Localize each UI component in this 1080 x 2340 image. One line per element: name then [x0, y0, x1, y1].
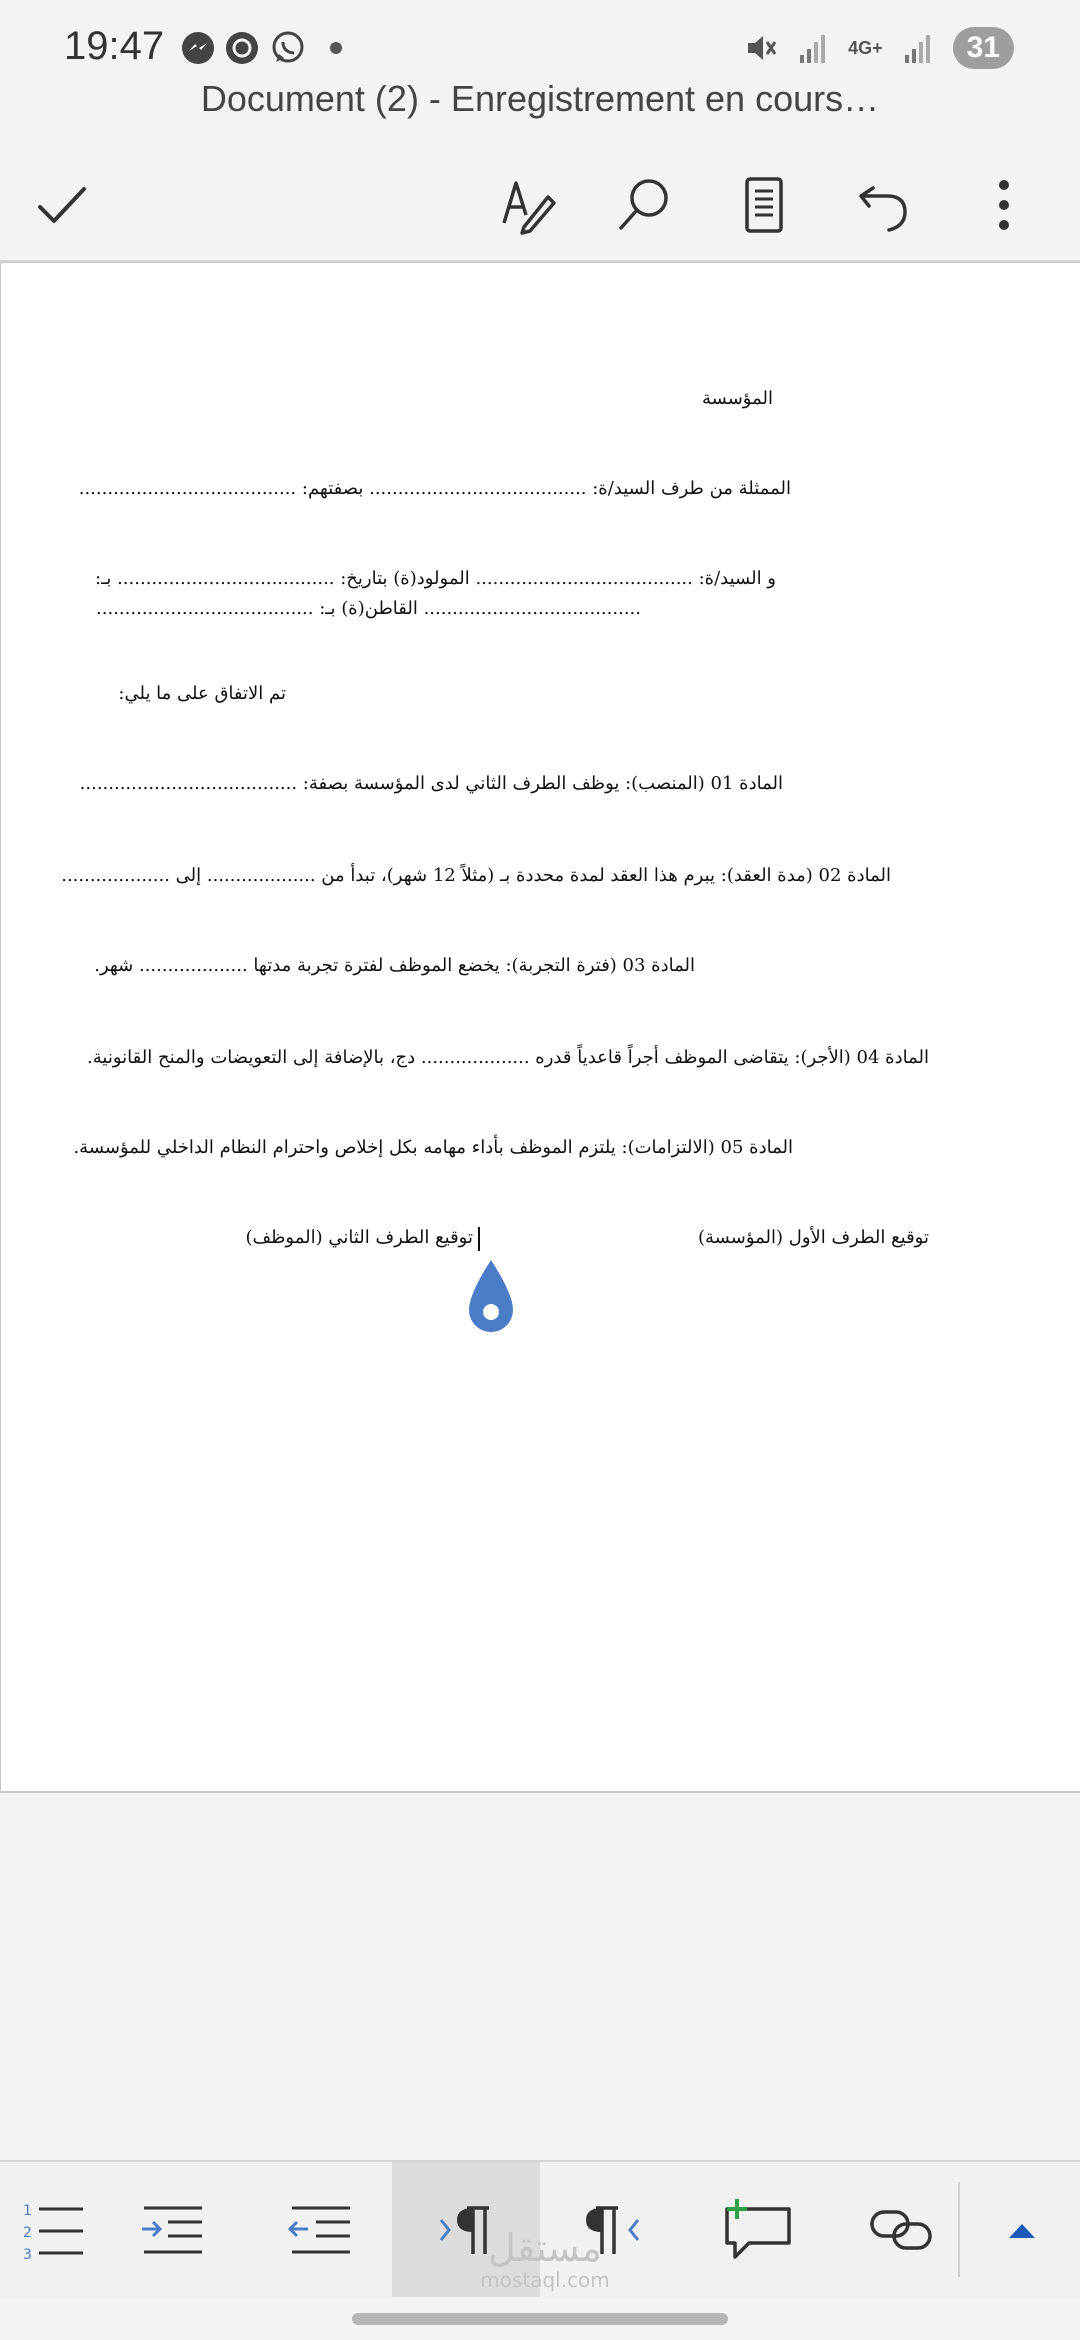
notification-dot-icon [330, 42, 342, 54]
undo-icon [855, 176, 913, 234]
numbered-list-button[interactable] [0, 2162, 110, 2297]
new-comment-button[interactable] [692, 2162, 822, 2297]
chat-app-icon [224, 30, 260, 66]
draw-pen-icon [498, 175, 558, 235]
doc-line-article-03: المادة 03 (فترة التجربة): يخضع الموظف لفترة تجربة مدتها ................... شهر. [94, 955, 695, 976]
document-page[interactable] [0, 262, 1080, 1793]
doc-line-representative: الممثلة من طرف السيد/ة: ...................................... بصفتهم: ...................................... [78, 478, 791, 499]
doc-line-employee-birth: و السيد/ة: ...................................... المولود(ة) بتاريخ: ...................................... بـ: [95, 568, 776, 589]
new-comment-icon [719, 2197, 795, 2263]
link-icon [866, 2200, 936, 2260]
doc-line-agreement: تم الاتفاق على ما يلي: [118, 683, 286, 704]
check-icon [34, 177, 90, 233]
search-button[interactable] [604, 165, 684, 245]
watermark-subtext: mostaql.com [480, 2268, 610, 2292]
cursor-handle-icon[interactable] [463, 1258, 519, 1338]
home-indicator[interactable] [352, 2313, 728, 2325]
undo-button[interactable] [844, 165, 924, 245]
toolbar-divider [958, 2182, 960, 2277]
expand-toolbar-button[interactable] [972, 2162, 1072, 2297]
decrease-indent-button[interactable] [256, 2162, 386, 2297]
increase-indent-button[interactable] [108, 2162, 238, 2297]
doc-line-employee-residence: ...................................... القاطن(ة) بـ: ...................................... [96, 598, 641, 619]
status-right-group [744, 26, 1014, 70]
signal-icon [796, 31, 830, 65]
doc-line-article-05: المادة 05 (الالتزامات): يلتزم الموظف بأداء مهامه بكل إخلاص واحترام النظام الداخلي للمؤسسة. [73, 1137, 793, 1158]
mute-icon [744, 31, 778, 65]
numbered-list-icon [5, 2195, 85, 2265]
more-vertical-icon [994, 177, 1014, 233]
more-options-button[interactable] [964, 165, 1044, 245]
doc-line-article-04: المادة 04 (الأجر): يتقاضى الموظف أجراً قاعدياً قدره ................... دج، بالإضافة إلى التعويضات والمنح القانونية. [87, 1047, 929, 1068]
text-cursor [478, 1227, 480, 1251]
whatsapp-icon [270, 30, 306, 66]
doc-line-article-02: المادة 02 (مدة العقد): يبرم هذا العقد لمدة محددة بـ (مثلاً 12 شهر)، تبدأ من ................... إلى ................... [61, 865, 891, 886]
svg-text:3: 3 [23, 2246, 32, 2263]
doc-line-article-01: المادة 01 (المنصب): يوظف الطرف الثاني لدى المؤسسة بصفة: ...................................... [79, 773, 783, 794]
status-bar [0, 0, 1080, 90]
status-time: 19:47 [64, 24, 165, 68]
signal-icon-2 [901, 31, 935, 65]
draw-button[interactable] [488, 165, 568, 245]
battery-badge: 31 [953, 27, 1014, 69]
watermark-text: مستقل [488, 2226, 602, 2270]
expand-toolbar-icon [1007, 2220, 1037, 2240]
decrease-indent-icon [286, 2202, 356, 2258]
insert-link-button[interactable] [836, 2162, 966, 2297]
increase-indent-icon [138, 2202, 208, 2258]
svg-text:1: 1 [23, 2202, 32, 2219]
svg-text:2: 2 [23, 2224, 32, 2241]
search-icon [615, 176, 673, 234]
doc-line-signature-second: توقيع الطرف الثاني (الموظف) [245, 1227, 473, 1248]
top-toolbar [0, 150, 1080, 262]
done-button[interactable] [22, 165, 102, 245]
doc-line-signature-first: توقيع الطرف الأول (المؤسسة) [698, 1227, 929, 1248]
messenger-icon [180, 30, 216, 66]
reading-view-button[interactable] [724, 165, 804, 245]
doc-line-institution: المؤسسة [702, 388, 773, 409]
document-title: Document (2) - Enregistrement en cours… [200, 78, 880, 119]
network-type: 4G+ [848, 37, 883, 58]
reading-view-icon [739, 175, 789, 235]
